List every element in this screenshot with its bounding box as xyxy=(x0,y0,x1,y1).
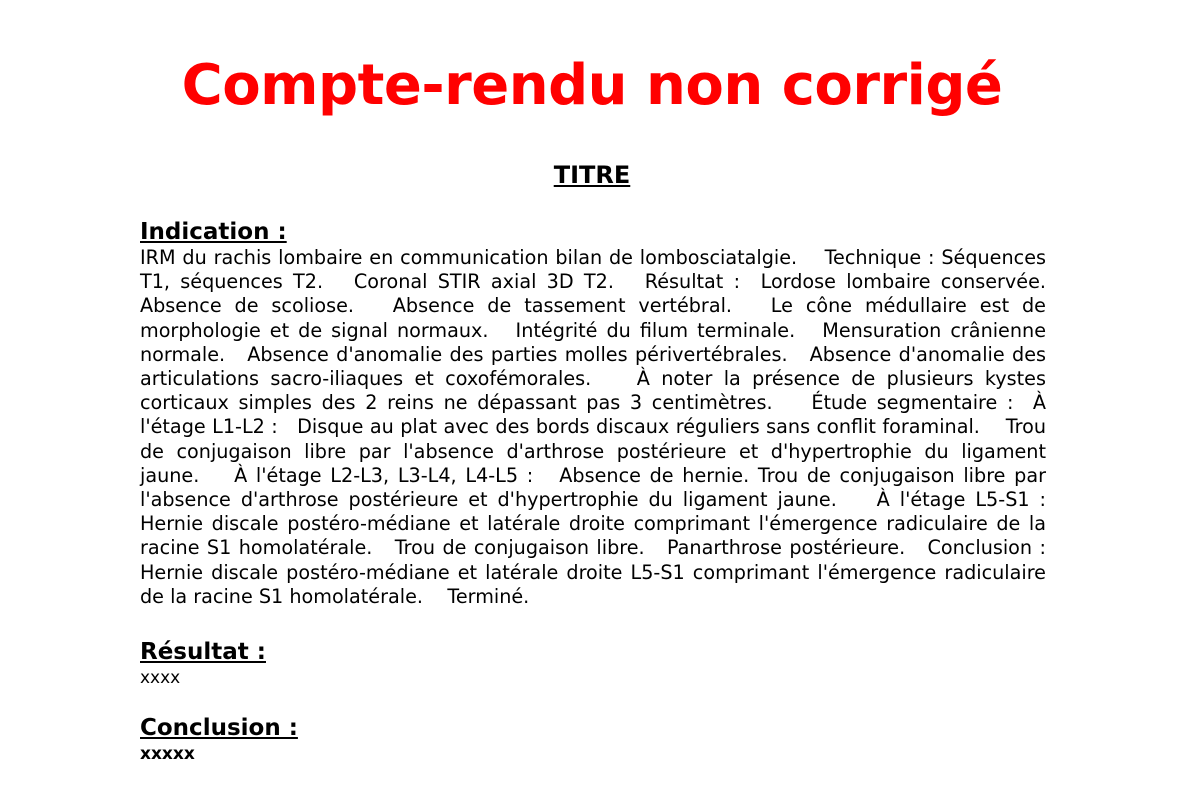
indication-heading: Indication : xyxy=(140,219,287,245)
conclusion-section xyxy=(140,714,1046,766)
resultat-text: xxxx xyxy=(140,668,181,688)
indication-text: IRM du rachis lombaire en communication bilan de lombosciatalgie. Technique : Séquences T1, séquences T2. Coronal STIR axial 3D T2. Résultat : Lordose lombaire conservée. Absence de scoliose. Absence de tassement vertébral. Le cône médullaire est de morphologie et de signal normaux. Intégrité du filum terminale. Mensuration crânienne normale. Absence d'anomalie des parties molles périvertébrales. Absence d'anomalie des articulations sacro-iliaques et coxofémorales. À noter la présence de plusieurs kystes corticaux simples des 2 reins ne dépassant pas 3 centimètres. Étude segmentaire : À l'étage L1-L2 : Disque au plat avec des bords discaux réguliers sans conflit foraminal. Trou de conjugaison libre par l'absence d'arthrose postérieure et d'hypertrophie du ligament jaune. À l'étage L2-L3, L3-L4, L4-L5 : Absence de hernie. Trou de conjugaison libre par l'absence d'arthrose postérieure et d'hypertrophie du ligament jaune. À l'étage L5-S1 : Hernie discale postéro-médiane et latérale droite comprimant l'émergence radiculaire de la racine S1 homolatérale. Trou de conjugaison libre. Panarthrose postérieure. Conclusion : Hernie discale postéro-médiane et latérale droite L5-S1 comprimant l'émergence radiculaire de la racine S1 homolatérale. Terminé. xyxy=(140,246,1065,608)
document-title: TITRE xyxy=(553,161,631,189)
uncorrected-report-banner: Compte-rendu non corrigé xyxy=(181,53,1003,118)
conclusion-text: xxxxx xyxy=(140,744,195,764)
resultat-section xyxy=(140,638,1046,690)
conclusion-heading: Conclusion : xyxy=(140,715,298,741)
indication-section xyxy=(140,218,1065,609)
resultat-heading: Résultat : xyxy=(140,639,266,665)
